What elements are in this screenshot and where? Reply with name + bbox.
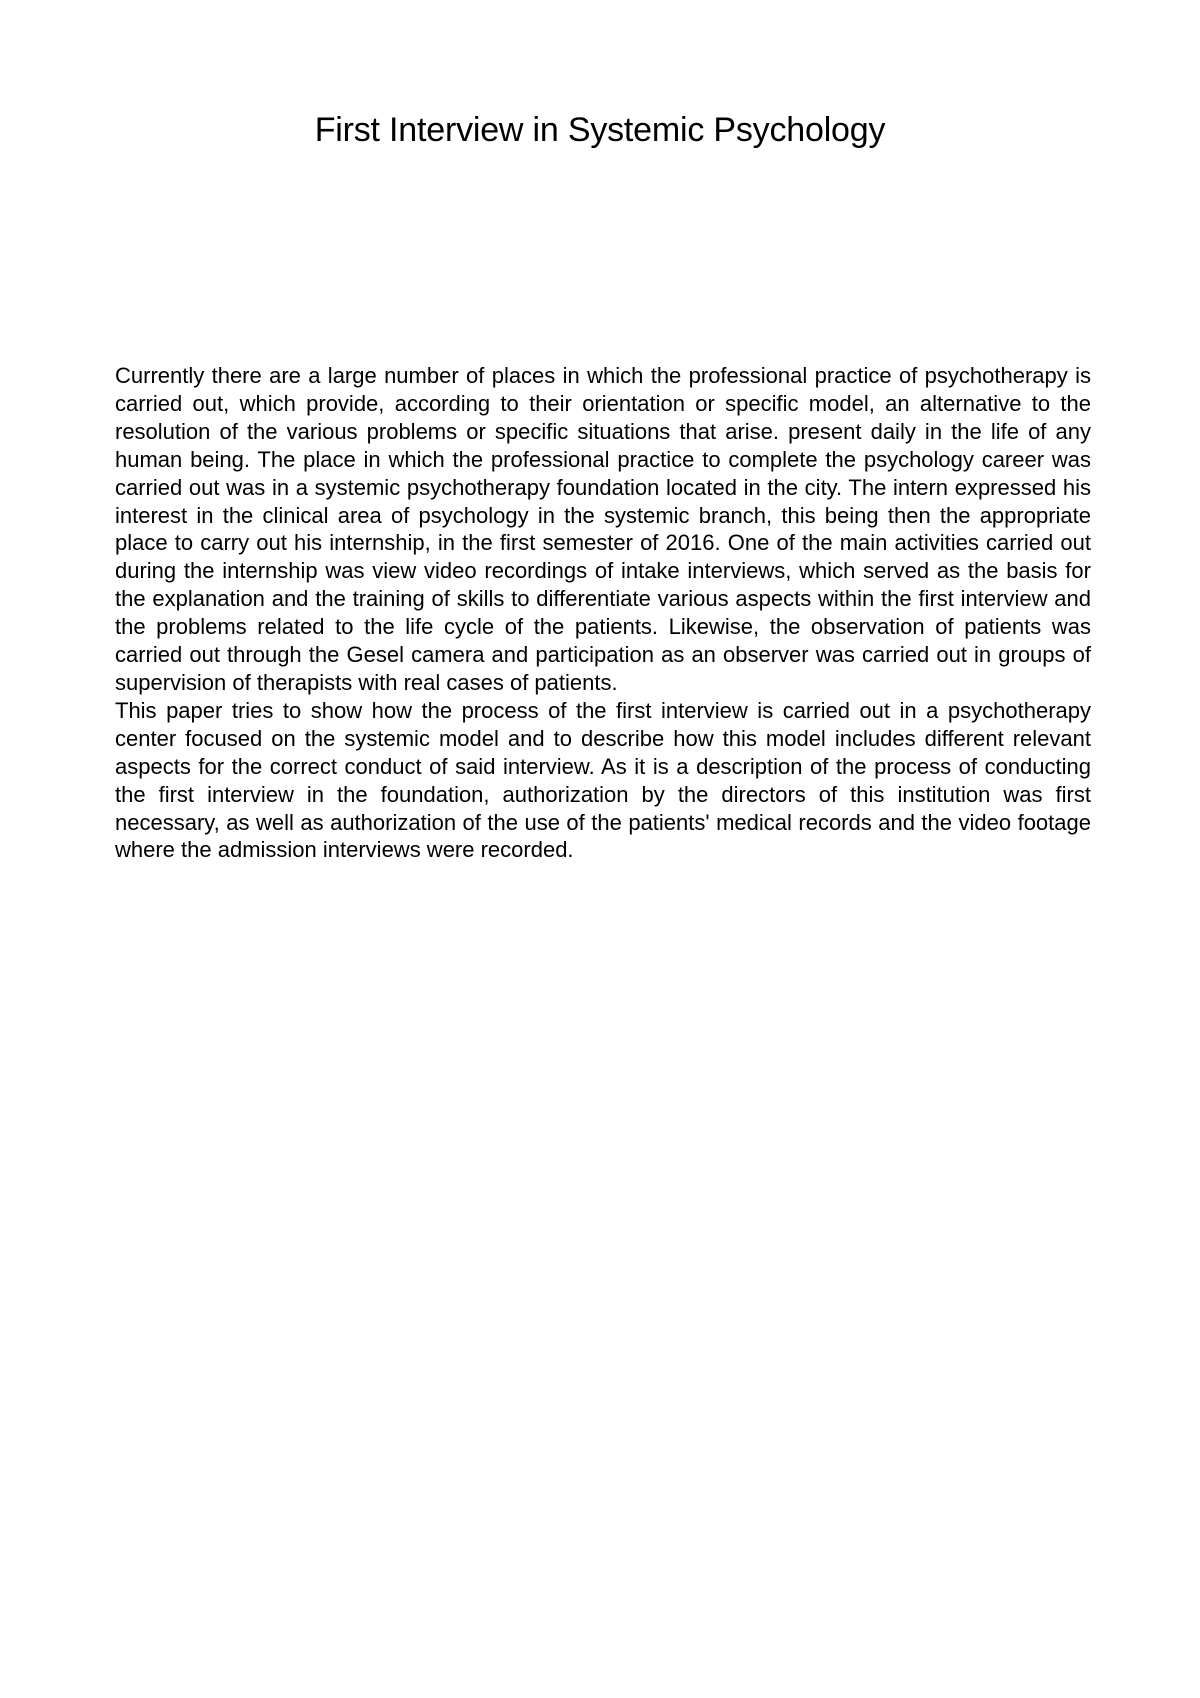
body-paragraph: Currently there are a large number of places in which the professional practice of psychotherapy is carried out, which provide, according to their orientation or specific model, an alternative to the resolution of the various problems or specific situations that arise. present daily in the life of any human being. The place in which the professional practice to complete the psychology career was carried out was in a systemic psychotherapy foundation located in the city. The intern expressed his interest in the clinical area of psychology in the systemic branch, this being then the appropriate place to carry out his internship, in the first semester of 2016. One of the main activities carried out during the internship was view video recordings of intake interviews, which served as the basis for the explanation and the training of skills to differentiate various aspects within the first interview and the problems related to the life cycle of the patients. Likewise, the observation of patients was carried out through the Gesel camera and participation as an observer was carried out in groups of supervision of therapists with real cases of patients. bbox=[115, 363, 1091, 695]
document-body bbox=[115, 362, 1091, 864]
document-title: First Interview in Systemic Psychology bbox=[314, 111, 886, 149]
body-paragraph: This paper tries to show how the process of the first interview is carried out in a psychotherapy center focused on the systemic model and to describe how this model includes different relevant aspects for the correct conduct of said interview. As it is a description of the process of conducting the first interview in the foundation, authorization by the directors of this institution was first necessary, as well as authorization of the use of the patients' medical records and the video footage where the admission interviews were recorded. bbox=[115, 697, 1091, 863]
